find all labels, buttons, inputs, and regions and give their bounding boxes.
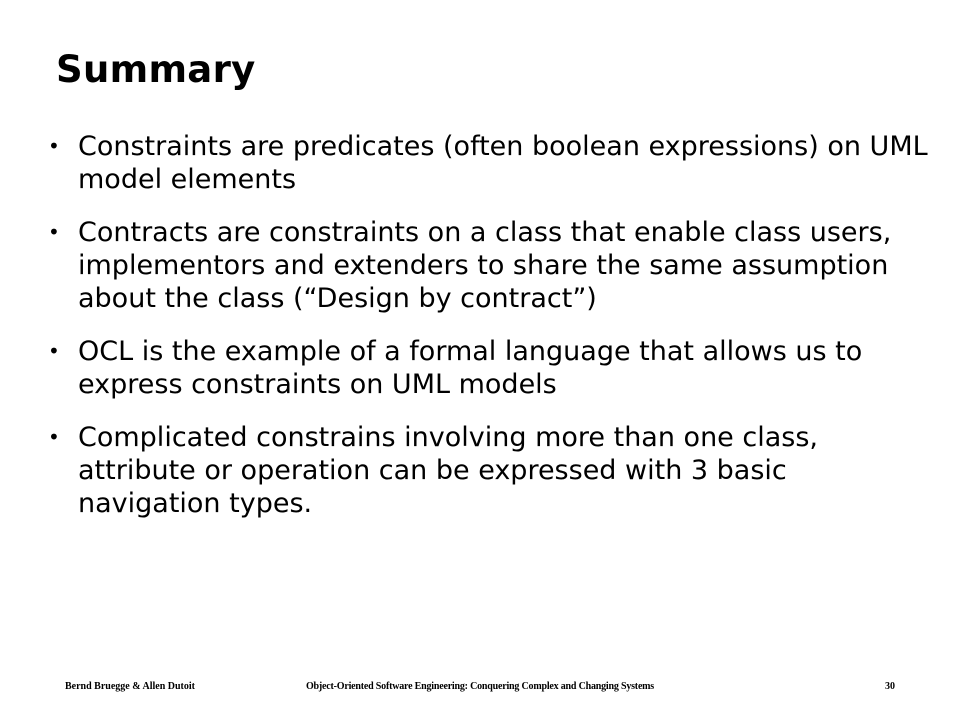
bullet-item xyxy=(48,335,928,401)
slide-title: Summary xyxy=(56,48,256,91)
bullet-marker-icon: • xyxy=(48,134,60,158)
bullet-marker-icon: • xyxy=(48,220,60,244)
bullet-marker-icon: • xyxy=(48,339,60,363)
bullet-text: Contracts are constraints on a class that enable class users, implementors and extenders to share the same assumption about the class (“Design by contract”) xyxy=(78,217,892,314)
bullet-item xyxy=(48,130,928,196)
footer-book-title: Object-Oriented Software Engineering: Conquering Complex and Changing Systems xyxy=(305,681,655,692)
bullet-text: OCL is the example of a formal language that allows us to express constraints on UML models xyxy=(78,336,863,400)
bullet-text: Complicated constrains involving more than one class, attribute or operation can be expressed with 3 basic navigation types. xyxy=(78,422,818,519)
bullet-text: Constraints are predicates (often boolean expressions) on UML model elements xyxy=(78,131,928,195)
footer-page-number: 30 xyxy=(885,681,895,692)
bullet-item xyxy=(48,421,928,520)
bullet-list xyxy=(48,130,928,540)
bullet-marker-icon: • xyxy=(48,425,60,449)
slide-footer xyxy=(65,680,895,694)
bullet-item xyxy=(48,216,928,315)
footer-authors: Bernd Bruegge & Allen Dutoit xyxy=(65,681,195,692)
